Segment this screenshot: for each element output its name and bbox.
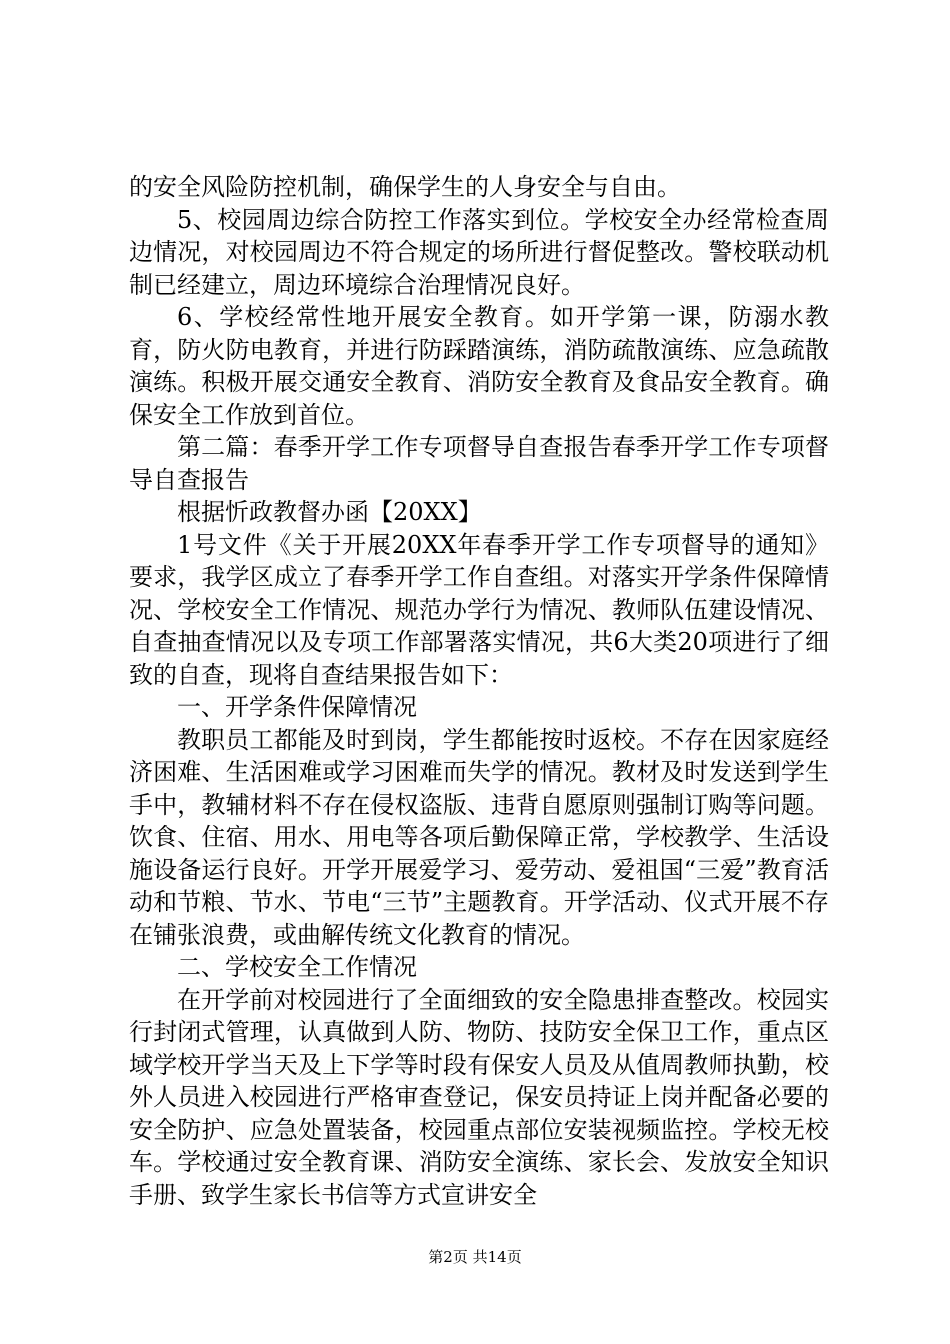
paragraph-notice: 1号文件《关于开展20XX年春季开学工作专项督导的通知》要求，我学区成立了春季开学工作自查组。对落实开学条件保障情况、学校安全工作情况、规范办学行为情况、教师队伍建设情况、自查抽查情况以及专项工作部署落实情况，共6大类20项进行了细致的自查，现将自查结果报告如下： [129, 530, 829, 689]
document-body [129, 171, 829, 1211]
paragraph-1: 的安全风险防控机制，确保学生的人身安全与自由。 [129, 173, 681, 201]
paragraph-school-safety: 在开学前对校园进行了全面细致的安全隐患排查整改。校园实行封闭式管理，认真做到人防、物防、技防安全保卫工作，重点区域学校开学当天及上下学等时段有保安人员及从值周教师执勤，校外人员进入校园进行严格审查登记，保安员持证上岗并配备必要的安全防护、应急处置装备，校园重点部位安装视频监控。学校无校车。学校通过安全教育课、消防安全演练、家长会、发放安全知识手册、致学生家长书信等方式宣讲安全 [129, 985, 829, 1209]
paragraph-3: 6、学校经常性地开展安全教育。如开学第一课，防溺水教育，防火防电教育，并进行防踩踏演练，消防疏散演练、应急疏散演练。积极开展交通安全教育、消防安全教育及食品安全教育。确保安全工作放到首位。 [129, 303, 829, 429]
subheading-school-safety: 二、学校安全工作情况 [177, 953, 417, 981]
subheading-opening-conditions: 一、开学条件保障情况 [177, 693, 417, 721]
paragraph-opening-conditions: 教职员工都能及时到岗，学生都能按时返校。不存在因家庭经济困难、生活困难或学习困难而失学的情况。教材及时发送到学生手中，教辅材料不存在侵权盗版、违背自愿原则强制订购等问题。饮食、住宿、用水、用电等各项后勤保障正常，学校教学、生活设施设备运行良好。开学开展爱学习、爱劳动、爱祖国“三爱”教育活动和节粮、节水、节电“三节”主题教育。开学活动、仪式开展不存在铺张浪费，或曲解传统文化教育的情况。 [129, 725, 829, 949]
paragraph-reference: 根据忻政教督办函【20XX】 [177, 498, 482, 526]
section-heading-part-two: 第二篇：春季开学工作专项督导自查报告春季开学工作专项督导自查报告 [129, 433, 829, 494]
page-number-footer: 第2页 共14页 [428, 1248, 522, 1266]
paragraph-2: 5、校园周边综合防控工作落实到位。学校安全办经常检查周边情况，对校园周边不符合规定的场所进行督促整改。警校联动机制已经建立，周边环境综合治理情况良好。 [129, 205, 829, 299]
